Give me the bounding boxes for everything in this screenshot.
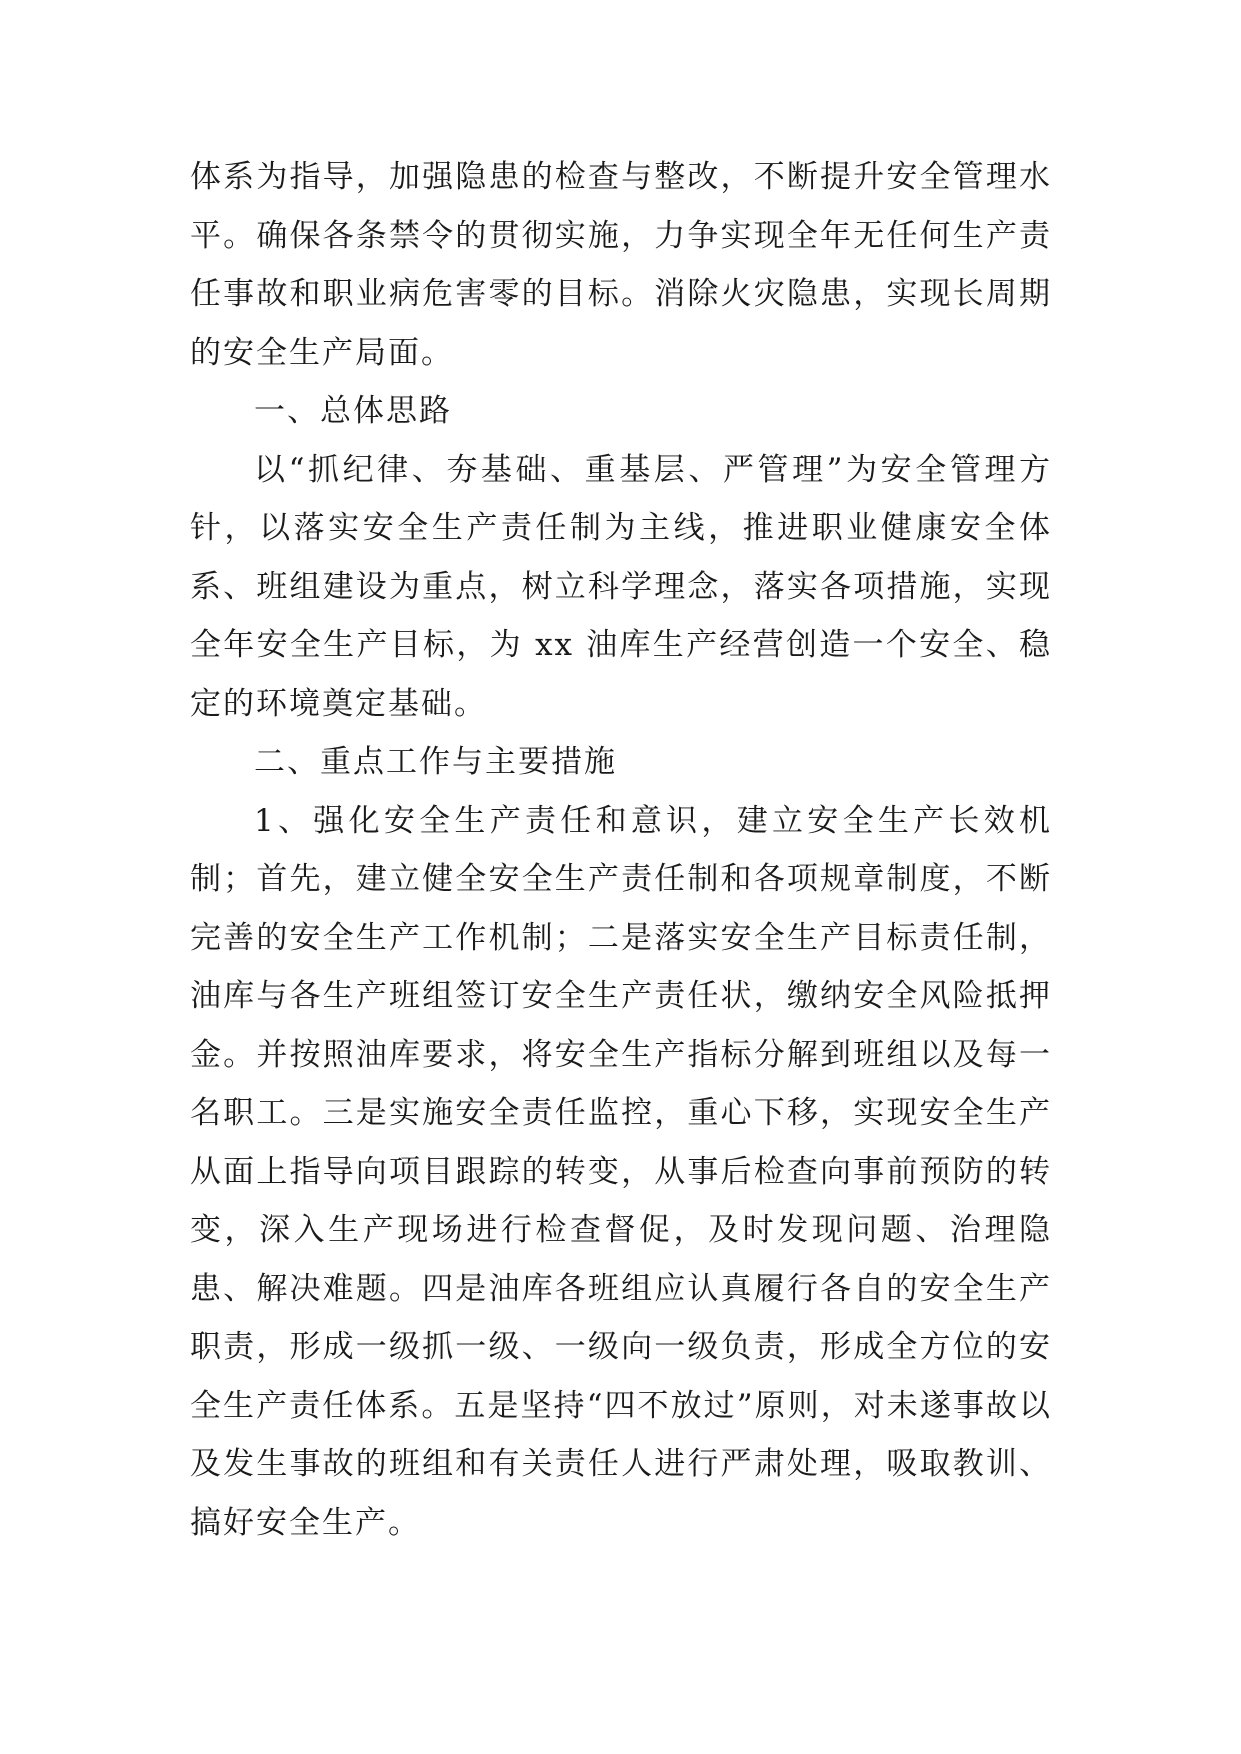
general-approach-paragraph: 以“抓纪律、夯基础、重基层、严管理”为安全管理方针，以落实安全生产责任制为主线，推进职业健康安全体系、班组建设为重点，树立科学理念，落实各项措施，实现全年安全生产目标，为 xx 油库生产经营创造一个安全、稳定的环境奠定基础。 xyxy=(190,451,1052,722)
heading-general-approach: 一、总体思路 xyxy=(254,393,452,429)
measure-1-paragraph: 1、强化安全生产责任和意识，建立安全生产长效机制；首先，建立健全安全生产责任制和各项规章制度，不断完善的安全生产工作机制；二是落实安全生产目标责任制，油库与各生产班组签订安全生产责任状，缴纳安全风险抵押金。并按照油库要求，将安全生产指标分解到班组以及每一名职工。三是实施安全责任监控，重心下移，实现安全生产从面上指导向项目跟踪的转变，从事后检查向事前预防的转变，深入生产现场进行检查督促，及时发现问题、治理隐患、解决难题。四是油库各班组应认真履行各自的安全生产职责，形成一级抓一级、一级向一级负责，形成全方位的安全生产责任体系。五是坚持“四不放过”原则，对未遂事故以及发生事故的班组和有关责任人进行严肃处理，吸取教训、搞好安全生产。 xyxy=(190,802,1052,1541)
intro-paragraph: 体系为指导，加强隐患的检查与整改，不断提升安全管理水平。确保各条禁令的贯彻实施，力争实现全年无任何生产责任事故和职业病危害零的目标。消除火灾隐患，实现长周期的安全生产局面。 xyxy=(190,159,1052,371)
document-page xyxy=(190,148,1052,1552)
heading-key-work-measures: 二、重点工作与主要措施 xyxy=(254,744,617,780)
